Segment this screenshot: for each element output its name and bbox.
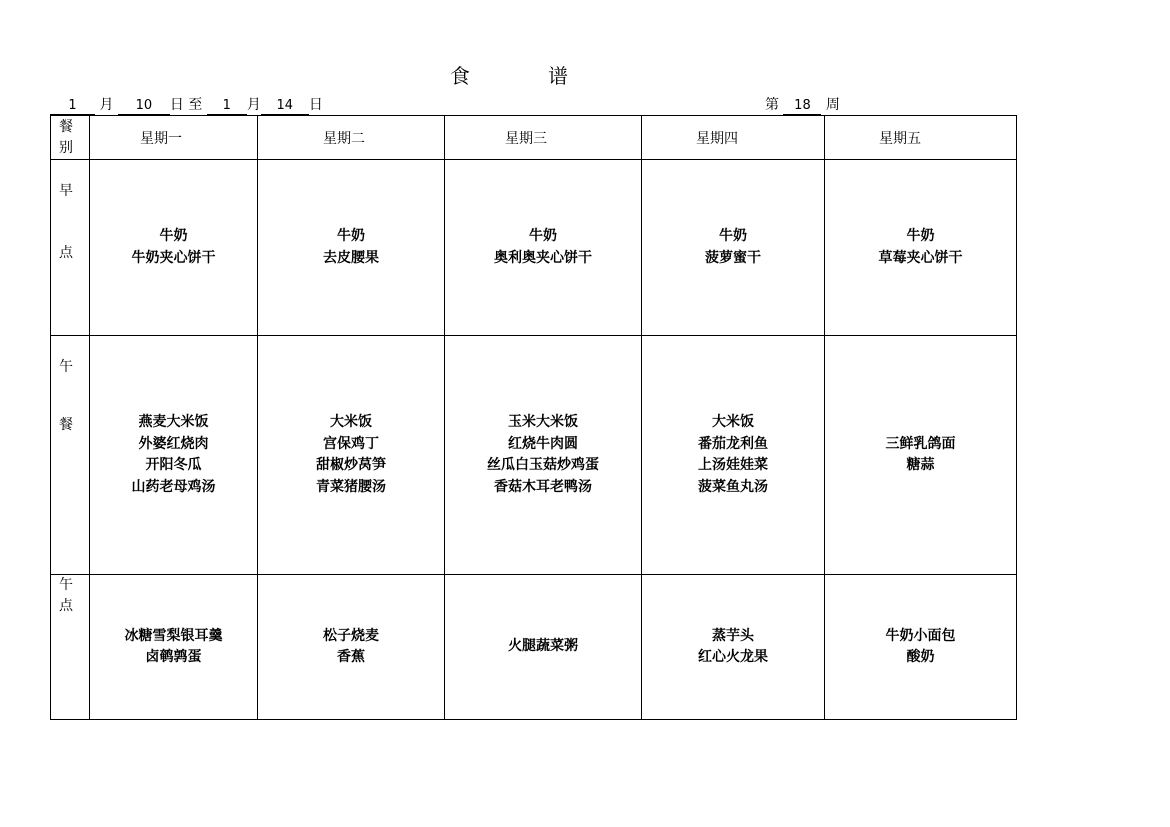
dish-item: 菠菜鱼丸汤	[698, 478, 768, 495]
dish-item: 卤鹌鹑蛋	[145, 649, 202, 665]
dish-item: 牛奶夹心饼干	[131, 249, 216, 266]
dish-item: 牛奶小面包	[885, 627, 956, 644]
dish-item: 香蕉	[337, 649, 365, 665]
menu-cell	[90, 575, 258, 720]
day-label-2: 日	[308, 97, 323, 113]
end-day: 14	[261, 98, 309, 115]
week-number	[765, 94, 840, 115]
menu-cell	[445, 575, 642, 720]
day-header-tue: 星期二	[258, 116, 445, 160]
week-value: 18	[783, 98, 821, 115]
menu-cell	[445, 336, 642, 575]
breakfast-row	[51, 160, 1017, 336]
start-day: 10	[118, 98, 170, 115]
dish-item: 去皮腰果	[323, 249, 379, 266]
menu-cell	[825, 575, 1017, 720]
dish-item: 牛奶	[159, 228, 188, 244]
dish-item: 宫保鸡丁	[323, 435, 379, 452]
dish-item: 外婆红烧肉	[138, 435, 209, 452]
date-range	[50, 94, 323, 115]
menu-cell	[445, 160, 642, 336]
dish-item: 草莓夹心饼干	[878, 249, 963, 266]
dish-item: 燕麦大米饭	[138, 414, 209, 430]
menu-cell	[258, 575, 445, 720]
dish-item: 上汤娃娃菜	[698, 457, 768, 473]
week-suffix: 周	[825, 97, 840, 113]
dish-item: 大米饭	[330, 414, 372, 430]
day-label-1: 日	[169, 97, 184, 113]
dish-item: 奥利奥夹心饼干	[494, 249, 592, 266]
menu-cell	[825, 160, 1017, 336]
day-header-wed: 星期三	[445, 116, 642, 160]
dish-item: 牛奶	[337, 228, 365, 244]
dish-item: 糖蒜	[906, 457, 935, 473]
menu-cell	[825, 336, 1017, 575]
day-header-thu: 星期四	[642, 116, 825, 160]
to-label: 至	[188, 97, 203, 113]
meal-header: 餐 别	[51, 116, 90, 160]
dish-item: 冰糖雪梨银耳羹	[124, 627, 223, 644]
dish-item: 牛奶	[529, 228, 557, 244]
dish-item: 丝瓜白玉菇炒鸡蛋	[487, 457, 599, 473]
start-month: 1	[50, 98, 95, 115]
lunch-row	[51, 336, 1017, 575]
dish-item: 牛奶	[906, 228, 935, 244]
month-label-1: 月	[99, 97, 114, 113]
menu-cell	[90, 160, 258, 336]
dish-item: 开阳冬瓜	[145, 457, 202, 473]
snack-row	[51, 575, 1017, 720]
end-month: 1	[207, 98, 247, 115]
menu-cell	[642, 336, 825, 575]
dish-item: 菠萝蜜干	[705, 249, 761, 266]
menu-table	[50, 115, 1017, 720]
dish-item: 火腿蔬菜粥	[508, 638, 578, 655]
header-row	[51, 116, 1017, 160]
menu-cell	[258, 336, 445, 575]
menu-cell	[90, 336, 258, 575]
dish-item: 酸奶	[906, 649, 935, 665]
meal-label-breakfast: 早 点	[51, 160, 90, 336]
week-prefix: 第	[765, 97, 779, 113]
page-title	[450, 60, 568, 89]
dish-item: 红烧牛肉圆	[508, 435, 578, 452]
meal-label-snack: 午 点	[51, 575, 90, 720]
dish-item: 松子烧麦	[323, 627, 379, 644]
dish-item: 大米饭	[712, 414, 754, 430]
dish-item: 香菇木耳老鸭汤	[494, 478, 592, 495]
title-char-1: 食	[450, 64, 470, 88]
dish-item: 牛奶	[719, 228, 747, 244]
dish-item: 三鲜乳鸽面	[885, 435, 956, 452]
dish-item: 玉米大米饭	[508, 414, 578, 430]
day-header-mon: 星期一	[90, 116, 258, 160]
dish-item: 甜椒炒莴笋	[316, 457, 386, 473]
dish-item: 青菜猪腰汤	[316, 478, 386, 495]
month-label-2: 月	[246, 97, 261, 113]
dish-item: 蒸芋头	[712, 627, 754, 644]
day-header-fri: 星期五	[825, 116, 1017, 160]
meal-label-lunch: 午 餐	[51, 336, 90, 575]
dish-item: 山药老母鸡汤	[131, 478, 216, 495]
dish-item: 番茄龙利鱼	[698, 435, 768, 452]
menu-cell	[642, 575, 825, 720]
menu-cell	[642, 160, 825, 336]
dish-item: 红心火龙果	[698, 649, 768, 665]
title-char-2: 谱	[548, 64, 568, 88]
menu-cell	[258, 160, 445, 336]
